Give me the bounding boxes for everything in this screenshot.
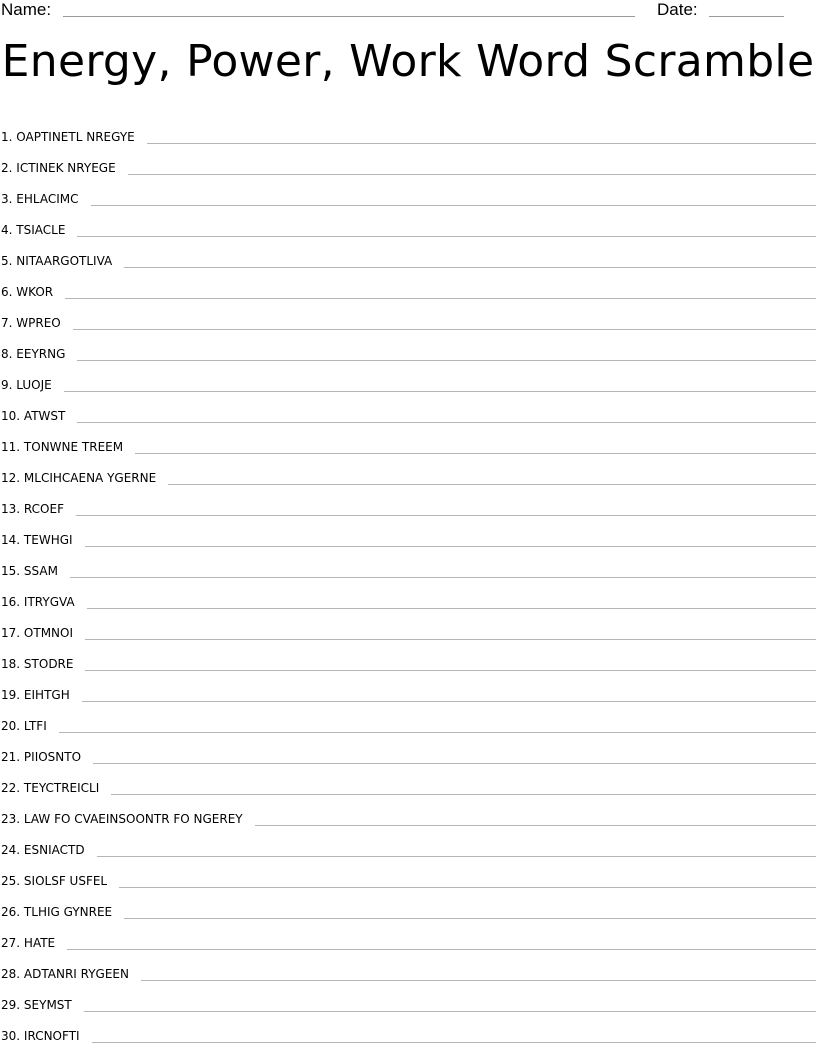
answer-blank-line[interactable] [76,515,816,516]
scrambled-word: TLHIG GYNREE [23,905,113,919]
question-number: 22 . [1,781,24,795]
question-text [0,223,65,237]
scrambled-word: ESNIACTD [23,843,85,857]
question-text [0,471,156,485]
answer-blank-line[interactable] [141,980,816,981]
question-number: 2 . [1,161,16,175]
question-number: 6 . [1,285,16,299]
scrambled-word: ADTANRI RYGEEN [23,967,129,981]
question-row [0,454,816,485]
question-number: 16 . [1,595,24,609]
question-number: 28 . [1,967,24,981]
question-number: 19 . [1,688,24,702]
question-text [0,843,85,857]
answer-blank-line[interactable] [85,639,816,640]
scrambled-word: ITRYGVA [23,595,75,609]
question-number: 5 . [1,254,16,268]
question-number: 25 . [1,874,24,888]
question-number: 15 . [1,564,24,578]
scrambled-word: RCOEF [23,502,64,516]
question-text [0,533,73,547]
question-list [0,113,816,1043]
question-row [0,144,816,175]
scrambled-word: WKOR [16,285,54,299]
scrambled-word: TEYCTREICLI [23,781,100,795]
scrambled-word: TSIACLE [16,223,66,237]
question-row [0,206,816,237]
question-text [0,130,135,144]
question-row [0,268,816,299]
answer-blank-line[interactable] [84,1011,816,1012]
answer-blank-line[interactable] [97,856,816,857]
question-text [0,285,53,299]
scrambled-word: EEYRNG [16,347,66,361]
question-row [0,361,816,392]
question-row [0,671,816,702]
question-row [0,950,816,981]
scrambled-word: NITAARGOTLIVA [16,254,113,268]
answer-blank-line[interactable] [119,887,816,888]
question-row [0,392,816,423]
answer-blank-line[interactable] [91,205,816,206]
date-label: Date: [657,0,698,19]
scrambled-word: STODRE [23,657,74,671]
question-row [0,237,816,268]
question-row [0,764,816,795]
scrambled-word: EIHTGH [23,688,70,702]
answer-blank-line[interactable] [124,267,816,268]
scrambled-word: IRCNOFTI [23,1029,80,1043]
scrambled-word: TEWHGI [23,533,73,547]
question-text [0,936,55,950]
answer-blank-line[interactable] [147,143,816,144]
question-text [0,874,107,888]
answer-blank-line[interactable] [64,391,816,392]
answer-blank-line[interactable] [135,453,816,454]
scrambled-word: SEYMST [23,998,72,1012]
answer-blank-line[interactable] [92,1042,816,1043]
question-text [0,657,73,671]
scrambled-word: ICTINEK NRYEGE [16,161,116,175]
question-number: 17 . [1,626,24,640]
answer-blank-line[interactable] [124,918,816,919]
answer-blank-line[interactable] [77,236,816,237]
question-text [0,316,61,330]
answer-blank-line[interactable] [82,701,816,702]
question-text [0,502,64,516]
question-row [0,733,816,764]
name-date-header [0,0,816,22]
scrambled-word: TONWNE TREEM [23,440,124,454]
question-number: 23 . [1,812,24,826]
question-text [0,440,123,454]
question-number: 29 . [1,998,24,1012]
question-text [0,161,116,175]
question-number: 24 . [1,843,24,857]
answer-blank-line[interactable] [65,298,816,299]
question-text [0,750,81,764]
scrambled-word: WPREO [16,316,61,330]
answer-blank-line[interactable] [77,422,816,423]
question-number: 7 . [1,316,16,330]
answer-blank-line[interactable] [59,732,816,733]
question-number: 9 . [1,378,16,392]
question-number: 8 . [1,347,16,361]
worksheet-title: Energy, Power, Work Word Scramble [1,36,815,87]
question-text [0,254,112,268]
question-number: 18 . [1,657,24,671]
question-text [0,688,70,702]
question-row [0,1012,816,1043]
question-number: 30 . [1,1029,24,1043]
question-text [0,409,65,423]
scrambled-word: EHLACIMC [16,192,79,206]
question-row [0,609,816,640]
question-row [0,485,816,516]
question-number: 4 . [1,223,16,237]
question-number: 10 . [1,409,24,423]
question-text [0,781,99,795]
question-row [0,702,816,733]
date-blank-line [709,16,784,17]
scrambled-word: LAW FO CVAEINSOONTR FO NGEREY [23,812,243,826]
question-number: 26 . [1,905,24,919]
scrambled-word: LUOJE [16,378,52,392]
scrambled-word: ATWST [23,409,66,423]
name-label: Name: [1,0,52,19]
scrambled-word: LTFI [23,719,47,733]
scrambled-word: MLCIHCAENA YGERNE [23,471,157,485]
question-row [0,888,816,919]
question-text [0,347,65,361]
question-number: 27 . [1,936,24,950]
answer-blank-line[interactable] [85,670,816,671]
question-row [0,578,816,609]
scrambled-word: HATE [23,936,56,950]
question-row [0,547,816,578]
question-row [0,795,816,826]
answer-blank-line[interactable] [70,577,816,578]
answer-blank-line[interactable] [85,546,816,547]
question-row [0,516,816,547]
question-text [0,998,72,1012]
question-row [0,113,816,144]
question-row [0,981,816,1012]
scrambled-word: OAPTINETL NREGYE [16,130,135,144]
question-text [0,378,52,392]
question-text [0,626,73,640]
question-text [0,192,79,206]
question-number: 3 . [1,192,16,206]
answer-blank-line[interactable] [77,360,816,361]
question-number: 14 . [1,533,24,547]
question-text [0,719,47,733]
answer-blank-line[interactable] [168,484,816,485]
question-text [0,595,75,609]
question-text [0,905,112,919]
question-number: 1 . [1,130,16,144]
name-blank-line [63,16,635,17]
question-number: 11 . [1,440,24,454]
answer-blank-line[interactable] [255,825,816,826]
question-row [0,857,816,888]
question-number: 12 . [1,471,24,485]
question-number: 21 . [1,750,24,764]
answer-blank-line[interactable] [67,949,816,950]
question-text [0,1029,80,1043]
question-text [0,812,243,826]
scrambled-word: PIIOSNTO [23,750,82,764]
question-row [0,640,816,671]
scrambled-word: SIOLSF USFEL [23,874,108,888]
scrambled-word: OTMNOI [23,626,74,640]
question-row [0,919,816,950]
question-row [0,299,816,330]
question-number: 20 . [1,719,24,733]
answer-blank-line[interactable] [73,329,816,330]
question-row [0,175,816,206]
answer-blank-line[interactable] [128,174,816,175]
answer-blank-line[interactable] [87,608,816,609]
question-row [0,423,816,454]
scrambled-word: SSAM [23,564,58,578]
question-row [0,330,816,361]
answer-blank-line[interactable] [111,794,816,795]
question-row [0,826,816,857]
question-text [0,967,129,981]
answer-blank-line[interactable] [93,763,816,764]
question-number: 13 . [1,502,24,516]
question-text [0,564,58,578]
